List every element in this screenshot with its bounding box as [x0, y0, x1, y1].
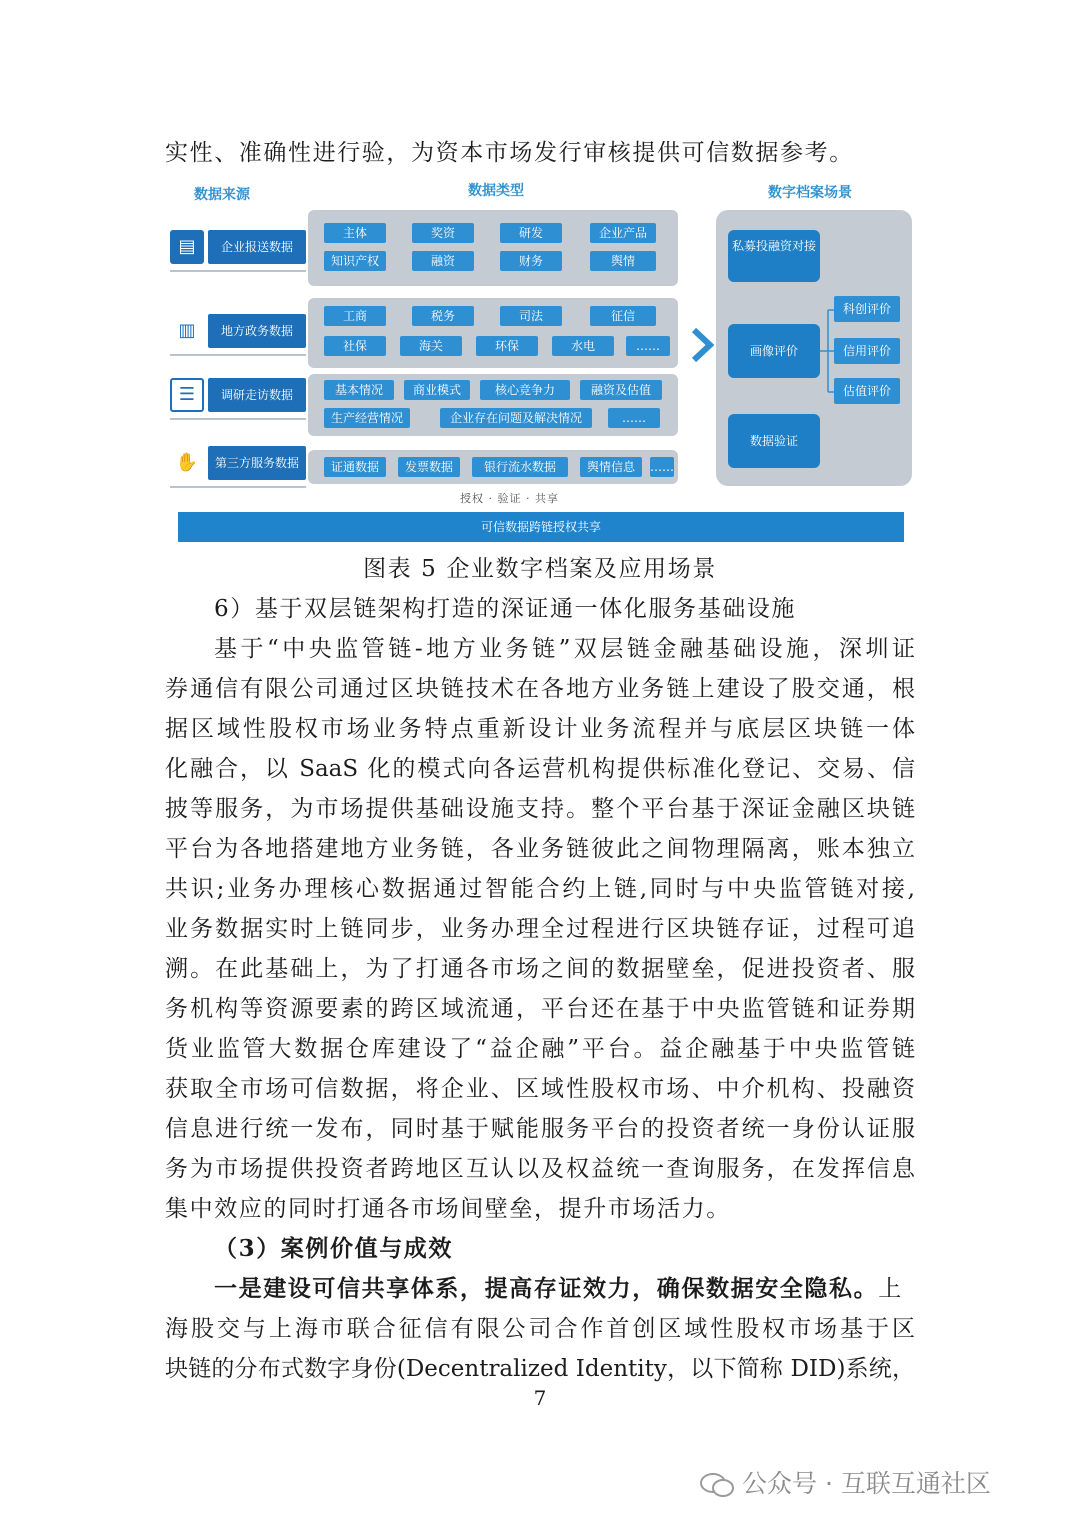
share-caption: 授权 · 验证 · 共享	[460, 492, 559, 505]
data-type-chip: 司法	[500, 306, 562, 326]
lead-tail: 上	[878, 1276, 903, 1302]
paragraph-line: 券通信有限公司通过区块链技术在各地方业务链上建设了股交通，根	[165, 676, 915, 702]
header-source: 数据来源	[194, 187, 250, 203]
paragraph-line: 共识;业务办理核心数据通过智能合约上链,同时与中央监管链对接,	[165, 876, 915, 902]
subheading: （3）案例价值与成效	[214, 1235, 454, 1262]
divider	[170, 354, 306, 356]
watermark-text: 公众号 · 互联互通社区	[742, 1469, 991, 1498]
paragraph-line: 海股交与上海市联合征信有限公司合作首创区域性股权市场基于区	[165, 1316, 915, 1342]
data-type-chip: 融资及估值	[580, 380, 662, 400]
data-type-chip: 环保	[476, 336, 538, 356]
divider	[170, 418, 306, 420]
data-type-chip: 企业产品	[590, 223, 656, 243]
data-type-group-2	[308, 298, 678, 368]
page-number: 7	[533, 1386, 547, 1410]
data-type-chip: 融资	[412, 251, 474, 271]
chevron-right-icon	[690, 328, 716, 362]
source-label: 企业报送数据	[208, 230, 306, 264]
data-type-chip: ……	[608, 408, 660, 428]
paragraph-lead-line	[214, 1272, 915, 1306]
data-type-chip: 核心竞争力	[480, 380, 570, 400]
data-type-chip: 证通数据	[324, 457, 386, 477]
eval-credit: 信用评价	[834, 338, 900, 364]
source-enterprise	[170, 230, 306, 264]
scene-portrait: 画像评价	[728, 324, 820, 378]
data-type-chip: 企业存在问题及解决情况	[440, 408, 592, 428]
paragraph-line: 务为市场提供投资者跨地区互认以及权益统一查询服务，在发挥信息	[165, 1156, 915, 1182]
source-third-party	[170, 446, 306, 480]
data-type-chip: ……	[626, 336, 670, 356]
hands-icon: ✋	[175, 452, 199, 473]
data-type-chip: 海关	[400, 336, 462, 356]
source-label: 调研走访数据	[208, 378, 306, 412]
paragraph-line: 务机构等资源要素的跨区域流通，平台还在基于中央监管链和证券期	[165, 996, 915, 1022]
data-type-chip: 主体	[324, 223, 386, 243]
data-type-chip: 工商	[324, 306, 386, 326]
data-type-chip: 基本情况	[324, 380, 394, 400]
body-text-line: 实性、准确性进行验，为资本市场发行审核提供可信数据参考。	[165, 140, 854, 166]
cross-chain-share-bar: 可信数据跨链授权共享	[178, 512, 904, 542]
paragraph-line: 据区域性股权市场业务特点重新设计业务流程并与底层区块链一体	[165, 716, 915, 742]
paragraph-line: 披等服务，为市场提供基础设施支持。整个平台基于深证金融区块链	[165, 796, 915, 822]
building-icon: ▥	[178, 320, 196, 341]
paragraph-line: 溯。在此基础上，为了打通各市场之间的数据壁垒，促进投资者、服	[165, 956, 915, 982]
scene-investment: 私募投融资对接	[728, 230, 820, 282]
data-type-group-3	[308, 374, 678, 436]
divider	[170, 486, 306, 488]
bold-lead: 一是建设可信共享体系，提高存证效力，确保数据安全隐私。	[214, 1275, 879, 1302]
header-type: 数据类型	[468, 183, 524, 199]
data-type-chip: 舆情信息	[580, 457, 642, 477]
data-type-chip: 奖资	[412, 223, 474, 243]
watermark	[700, 1464, 991, 1500]
data-type-chip: 生产经营情况	[324, 408, 410, 428]
paragraph-line: 平台为各地搭建地方业务链，各业务链彼此之间物理隔离，账本独立	[165, 836, 915, 862]
eval-tech: 科创评价	[834, 296, 900, 322]
eval-valuation: 估值评价	[834, 378, 900, 404]
header-scene: 数字档案场景	[768, 185, 852, 201]
paragraph-line: 化融合，以 SaaS 化的模式向各运营机构提供标准化登记、交易、信	[165, 756, 915, 782]
data-type-chip: ……	[650, 457, 674, 477]
source-label: 第三方服务数据	[208, 446, 306, 480]
scene-verification: 数据验证	[728, 414, 820, 468]
paragraph-line: 块链的分布式数字身份(Decentralized Identity，以下简称 DID)系统，	[165, 1356, 915, 1382]
clipboard-icon: ☰	[170, 378, 204, 412]
paragraph-line: 基于“中央监管链-地方业务链”双层链金融基础设施，深圳证	[214, 636, 915, 662]
paragraph-line: 信息进行统一发布，同时基于赋能服务平台的投资者统一身份认证服	[165, 1116, 915, 1142]
data-type-chip: 社保	[324, 336, 386, 356]
data-type-chip: 财务	[500, 251, 562, 271]
data-type-chip: 水电	[552, 336, 614, 356]
data-type-chip: 研发	[500, 223, 562, 243]
data-type-chip: 税务	[412, 306, 474, 326]
source-survey	[170, 378, 306, 412]
data-type-chip: 发票数据	[398, 457, 460, 477]
data-type-chip: 知识产权	[324, 251, 386, 271]
source-label: 地方政务数据	[208, 314, 306, 348]
data-type-chip: 舆情	[590, 251, 656, 271]
enterprise-digital-archive-diagram	[160, 178, 920, 548]
data-type-chip: 银行流水数据	[472, 457, 568, 477]
data-type-group-4	[308, 450, 678, 484]
divider	[170, 270, 306, 272]
paragraph-line: 集中效应的同时打通各市场间壁垒，提升市场活力。	[165, 1196, 731, 1222]
paragraph-line: 货业监管大数据仓库建设了“益企融”平台。益企融基于中央监管链	[165, 1036, 915, 1062]
data-type-chip: 征信	[590, 306, 656, 326]
paragraph-line: 业务数据实时上链同步，业务办理全过程进行区块链存证，过程可追	[165, 916, 915, 942]
wechat-icon	[700, 1472, 734, 1498]
data-type-group-1	[308, 210, 678, 286]
figure-caption: 图表 5 企业数字档案及应用场景	[363, 556, 717, 582]
section-heading: 6）基于双层链架构打造的深证通一体化服务基础设施	[214, 596, 797, 622]
source-government	[170, 314, 306, 348]
paragraph-line: 获取全市场可信数据，将企业、区域性股权市场、中介机构、投融资	[165, 1076, 915, 1102]
data-type-chip: 商业模式	[404, 380, 470, 400]
database-icon: ▤	[170, 230, 204, 264]
